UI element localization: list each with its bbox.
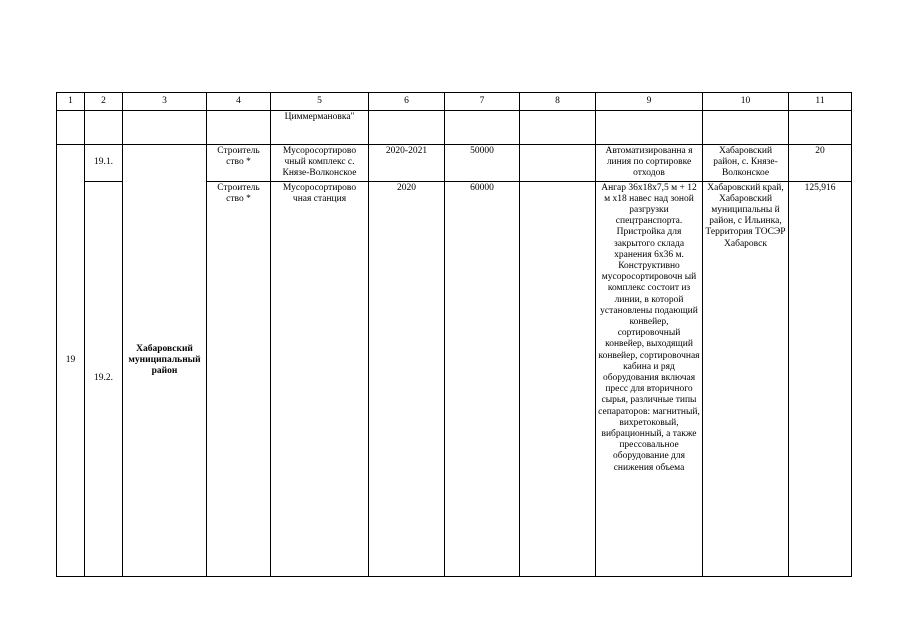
header-cell: 2 — [85, 93, 123, 111]
header-cell: 6 — [369, 93, 445, 111]
work-type-cell: Строитель ство * — [207, 181, 271, 576]
group-number-cell: 19 — [57, 145, 85, 577]
value-cell: 125,916 — [789, 181, 852, 576]
header-cell: 5 — [271, 93, 369, 111]
district-cell: Хабаровский муниципальный район — [123, 145, 207, 577]
location-cell: Хабаровский район, с. Князе-Волконское — [703, 145, 789, 182]
object-name-cell: Циммермановка" — [271, 111, 369, 145]
infrastructure-table — [56, 92, 852, 577]
header-cell: 9 — [596, 93, 703, 111]
location-cell: Хабаровский край, Хабаровский муниципальны й район, с Ильинка, Территория ТОСЭР Хабаровск — [703, 181, 789, 576]
capacity-cell: 50000 — [445, 145, 520, 182]
header-cell: 10 — [703, 93, 789, 111]
table-cell — [596, 111, 703, 145]
table-cell — [520, 145, 596, 182]
table-cell — [85, 111, 123, 145]
period-cell: 2020-2021 — [369, 145, 445, 182]
table-cell — [520, 111, 596, 145]
table-cell — [703, 111, 789, 145]
header-cell: 8 — [520, 93, 596, 111]
object-name-cell: Мусоросортирово чная станция — [271, 181, 369, 576]
table-cell — [57, 111, 85, 145]
period-cell: 2020 — [369, 181, 445, 576]
table-cell — [520, 181, 596, 576]
header-cell: 11 — [789, 93, 852, 111]
table-cell — [445, 111, 520, 145]
object-name-cell: Мусоросортирово чный комплекс с. Князе-Волконское — [271, 145, 369, 182]
table-cell — [369, 111, 445, 145]
header-cell: 1 — [57, 93, 85, 111]
header-cell: 4 — [207, 93, 271, 111]
table-cell — [123, 111, 207, 145]
description-cell: Ангар 36х18х7,5 м + 12 м х18 навес над зоной разгрузки спецтранспорта. Пристройка для закрытого склада хранения 6х36 м. Конструктивно мусоросортировочн ый комплекс состоит из линии, в которой установлены подающий конвейер, сортировочный конвейер, выходящий конвейер, сортировочная кабина и ряд оборудования включая пресс для вторичного сырья, различные типы сепараторов: магнитный, вихретоковый, вибрационный, а также прессовальное оборудование для снижения объема — [596, 181, 703, 576]
table-cell — [207, 111, 271, 145]
work-type-cell: Строитель ство * — [207, 145, 271, 182]
description-cell: Автоматизированна я линия по сортировке отходов — [596, 145, 703, 182]
header-cell: 3 — [123, 93, 207, 111]
value-cell: 20 — [789, 145, 852, 182]
row-id-cell: 19.1. — [85, 145, 123, 182]
table-row — [57, 145, 852, 182]
continuation-row — [57, 111, 852, 145]
capacity-cell: 60000 — [445, 181, 520, 576]
row-id-cell: 19.2. — [85, 181, 123, 576]
header-cell: 7 — [445, 93, 520, 111]
table-cell — [789, 111, 852, 145]
header-row — [57, 93, 852, 111]
